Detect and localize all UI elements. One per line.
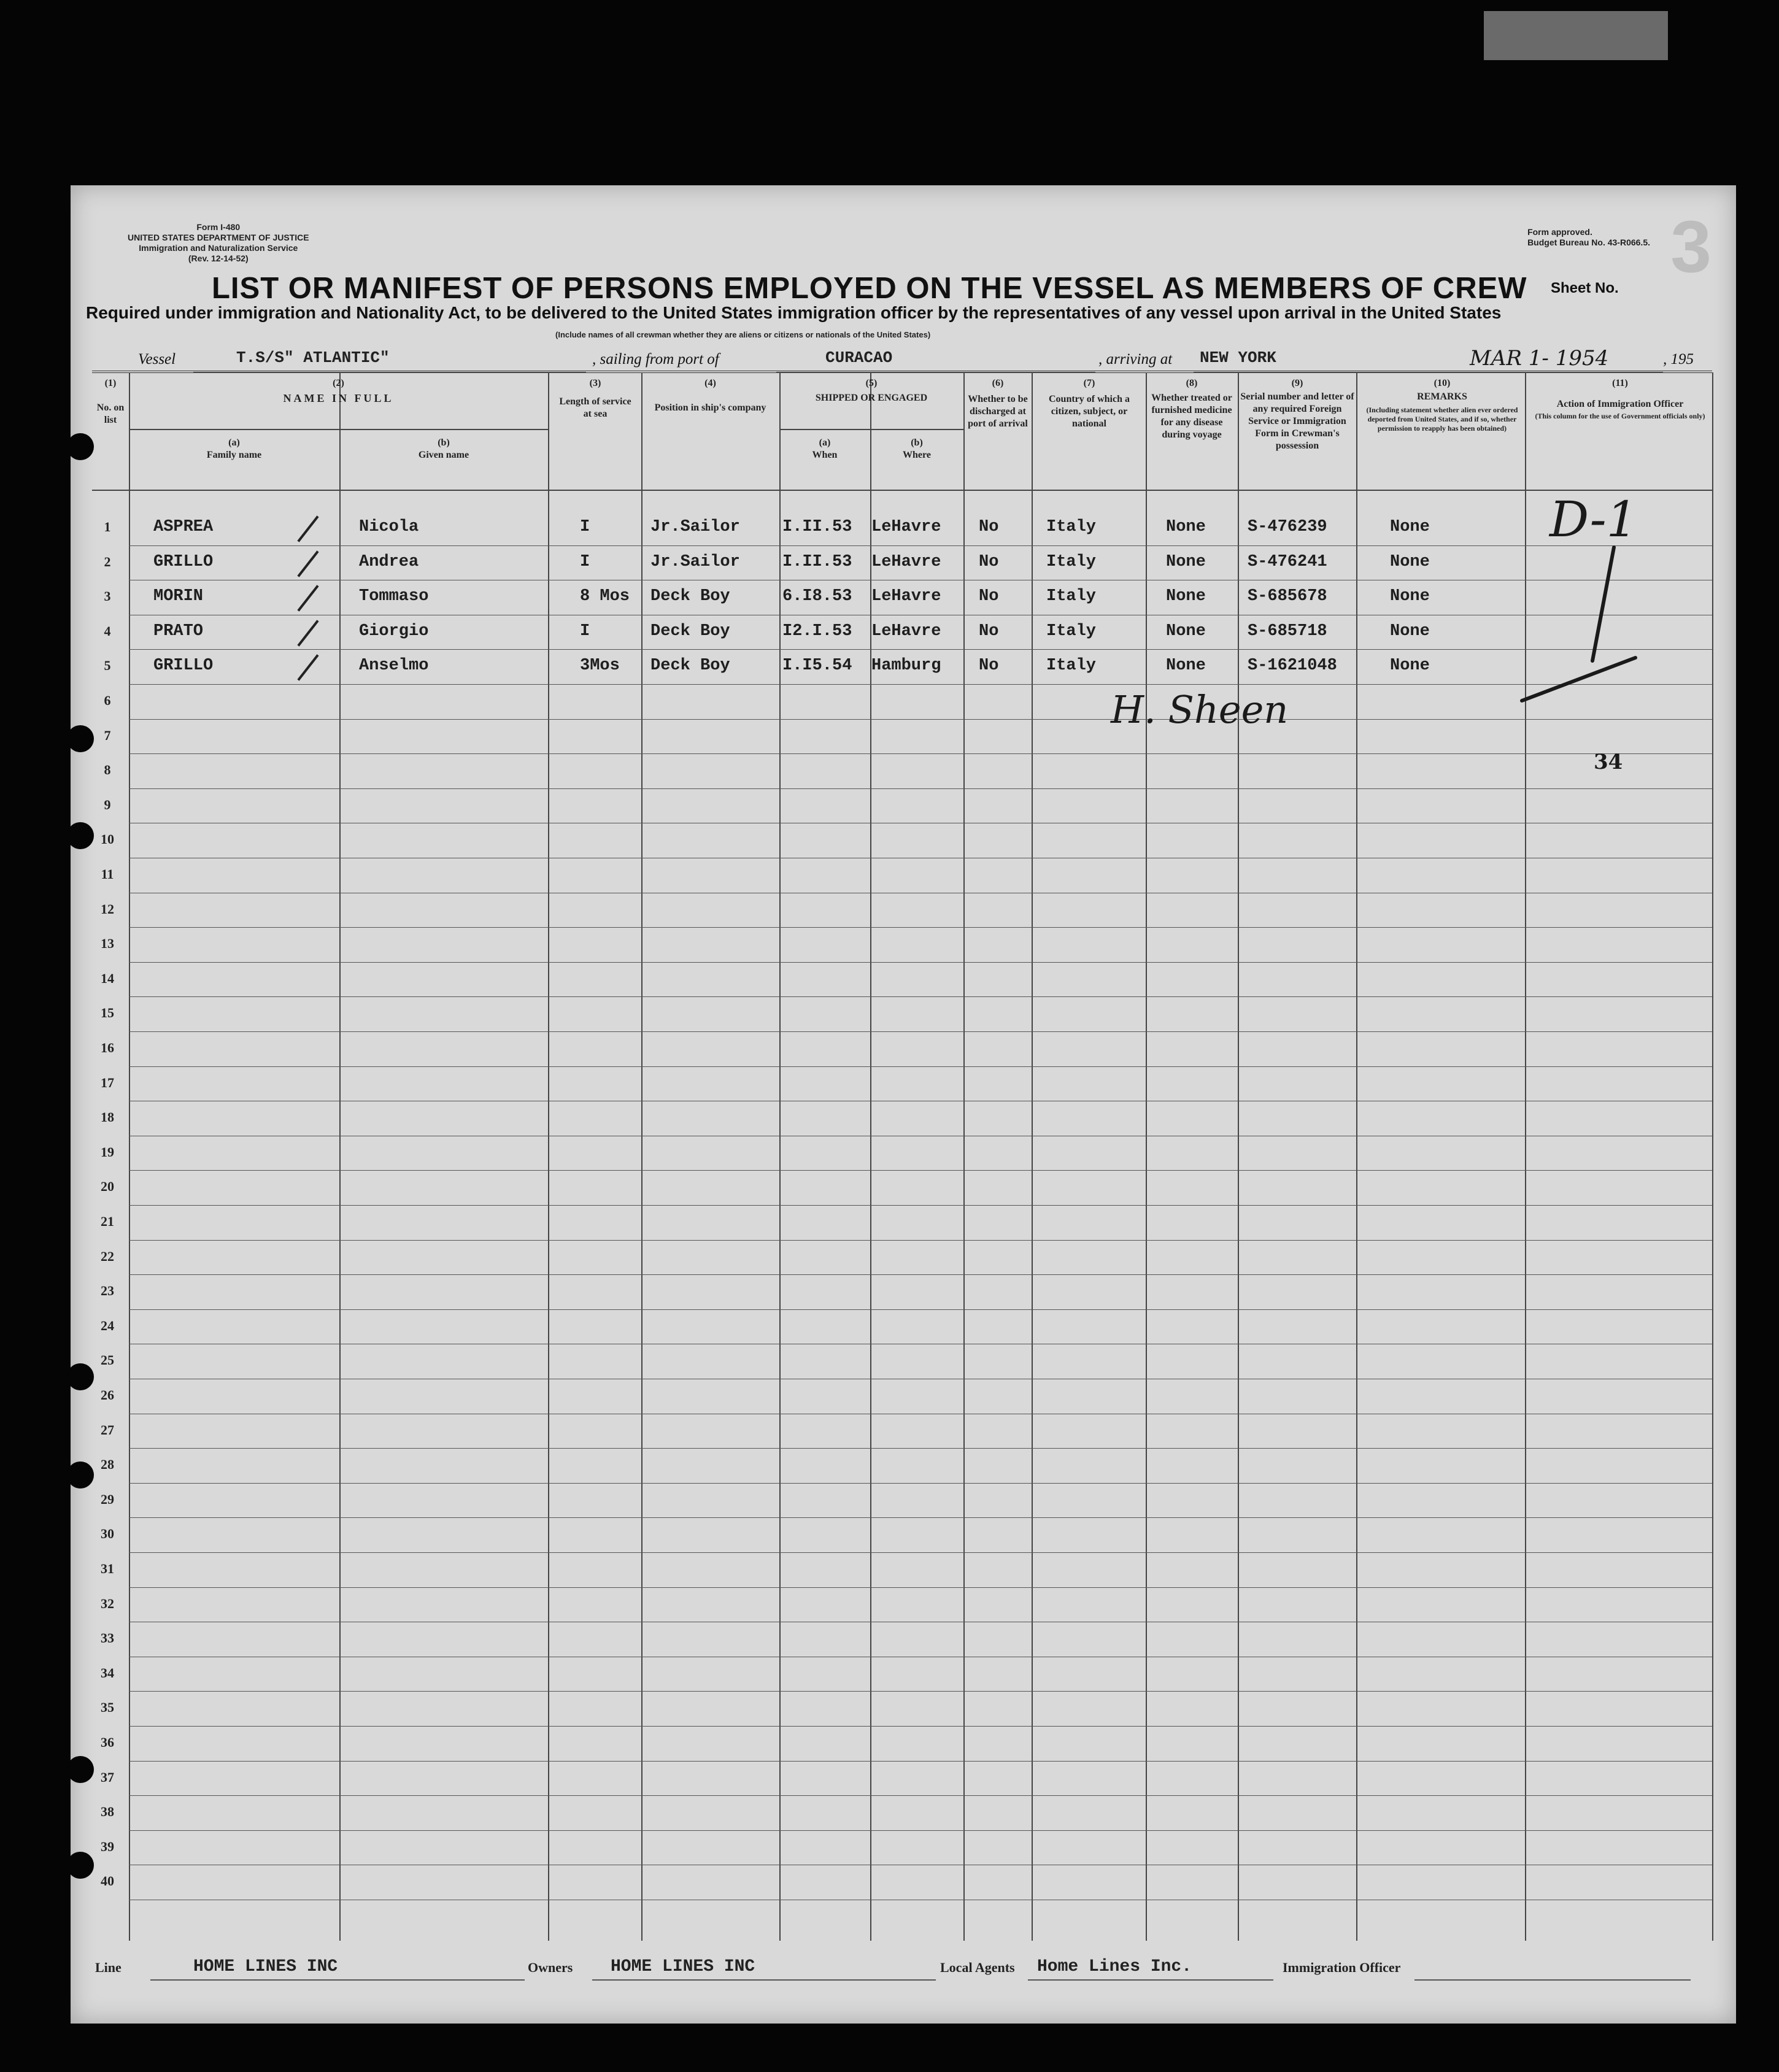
year-label: , 195 bbox=[1663, 351, 1694, 368]
col-5b-header: (b) Where bbox=[903, 437, 931, 460]
row-rule bbox=[129, 927, 1712, 928]
column-divider bbox=[779, 372, 781, 1941]
family-name-cell: ASPREA bbox=[153, 518, 214, 536]
row-rule bbox=[129, 1483, 1712, 1484]
row-number: 3 bbox=[104, 588, 111, 604]
check-tick-mark bbox=[297, 550, 318, 577]
col-3-header: (3) Length of service at sea bbox=[559, 378, 631, 419]
col-6-header: (6) Whether to be discharged at port of arrival bbox=[968, 378, 1028, 429]
footer-line-label: Line bbox=[95, 1960, 122, 1975]
row-number: 4 bbox=[104, 623, 111, 639]
column-divider bbox=[641, 372, 643, 1941]
sailing-port: CURACAO bbox=[825, 349, 893, 367]
medicine-cell: None bbox=[1166, 587, 1206, 606]
inspector-signature: H. Sheen bbox=[1111, 687, 1289, 732]
shipped-where-cell: LeHavre bbox=[871, 552, 941, 571]
country-cell: Italy bbox=[1046, 518, 1097, 536]
row-number: 38 bbox=[101, 1804, 114, 1820]
row-rule bbox=[129, 684, 1712, 685]
row-rule bbox=[129, 962, 1712, 963]
row-rule bbox=[129, 1830, 1712, 1831]
row-number: 35 bbox=[101, 1700, 114, 1716]
row-number: 29 bbox=[101, 1491, 114, 1507]
row-number: 2 bbox=[104, 553, 111, 569]
approved-line: Form approved. bbox=[1527, 227, 1592, 237]
column-divider bbox=[339, 372, 341, 1941]
country-cell: Italy bbox=[1046, 657, 1097, 676]
sailing-label: , sailing from port of bbox=[592, 351, 719, 368]
row-rule bbox=[129, 788, 1712, 789]
shipped-when-cell: I.II.53 bbox=[782, 518, 852, 536]
vessel-label: Vessel bbox=[138, 351, 176, 368]
discharged-cell: No bbox=[979, 552, 999, 571]
row-number: 34 bbox=[101, 1665, 114, 1681]
row-number: 15 bbox=[101, 1005, 114, 1021]
serial-number-cell: S-1621048 bbox=[1248, 657, 1337, 676]
position-cell: Jr.Sailor bbox=[650, 552, 740, 571]
row-number: 25 bbox=[101, 1352, 114, 1368]
punch-hole bbox=[67, 433, 94, 460]
row-number: 13 bbox=[101, 936, 114, 952]
page-title: LIST OR MANIFEST OF PERSONS EMPLOYED ON THE VESSEL AS MEMBERS OF CREW bbox=[212, 272, 1527, 305]
row-number: 32 bbox=[101, 1595, 114, 1611]
header-rule bbox=[779, 429, 963, 430]
col-4-header: (4) Position in ship's company bbox=[654, 378, 766, 413]
row-number: 5 bbox=[104, 658, 111, 674]
shipped-when-cell: I.I5.54 bbox=[782, 657, 852, 676]
shipped-when-cell: I.II.53 bbox=[782, 552, 852, 571]
check-tick-mark bbox=[297, 620, 318, 646]
col-9-header: (9) Serial number and letter of any required Foreign Service or Immigration Form in Crewman's possession bbox=[1240, 378, 1354, 451]
column-divider bbox=[1712, 372, 1713, 1941]
row-number: 19 bbox=[101, 1144, 114, 1160]
row-rule bbox=[129, 545, 1712, 546]
column-divider bbox=[548, 372, 549, 1941]
form-number: Form I-480 bbox=[196, 222, 241, 232]
row-rule bbox=[129, 1066, 1712, 1067]
given-name-cell: Anselmo bbox=[359, 657, 429, 676]
country-cell: Italy bbox=[1046, 552, 1097, 571]
officer-check-stroke bbox=[1513, 541, 1672, 707]
row-rule bbox=[129, 1691, 1712, 1692]
discharged-cell: No bbox=[979, 622, 999, 641]
country-cell: Italy bbox=[1046, 622, 1097, 641]
row-number: 12 bbox=[101, 901, 114, 917]
row-number: 11 bbox=[101, 866, 114, 882]
row-number: 17 bbox=[101, 1074, 114, 1090]
row-number: 20 bbox=[101, 1179, 114, 1195]
underline bbox=[592, 1979, 936, 1981]
family-name-cell: GRILLO bbox=[153, 552, 214, 571]
shipped-where-cell: Hamburg bbox=[871, 657, 941, 676]
footer-owners-label: Owners bbox=[528, 1960, 573, 1975]
footer-officer-label: Immigration Officer bbox=[1283, 1960, 1401, 1975]
row-number: 9 bbox=[104, 796, 111, 812]
row-number: 1 bbox=[104, 519, 111, 534]
paper-scrap bbox=[1484, 11, 1668, 60]
row-rule bbox=[129, 1726, 1712, 1727]
row-rule bbox=[129, 719, 1712, 720]
row-rule bbox=[129, 1031, 1712, 1032]
revision: (Rev. 12-14-52) bbox=[188, 253, 249, 263]
row-rule bbox=[129, 1587, 1712, 1588]
col-10-header: (10) REMARKS (Including statement whether alien ever ordered deported from United States, and if so, whether permission to reapply has been obtained) bbox=[1366, 378, 1518, 433]
column-divider bbox=[129, 372, 130, 1941]
row-rule bbox=[129, 1205, 1712, 1206]
arriving-label: , arriving at bbox=[1098, 351, 1173, 368]
footer-agents-value: Home Lines Inc. bbox=[1037, 1957, 1192, 1976]
row-number: 27 bbox=[101, 1422, 114, 1438]
row-number: 7 bbox=[104, 727, 111, 743]
service-length-cell: I bbox=[580, 622, 590, 641]
row-rule bbox=[129, 1274, 1712, 1275]
form-approval bbox=[1527, 227, 1650, 248]
row-rule bbox=[129, 1552, 1712, 1553]
col-11-header: (11) Action of Immigration Officer (This column for the use of Government officials only) bbox=[1535, 378, 1705, 420]
vessel-name: T.S/S" ATLANTIC" bbox=[236, 349, 390, 367]
shipped-when-cell: I2.I.53 bbox=[782, 622, 852, 641]
budget-bureau-line: Budget Bureau No. 43-R066.5. bbox=[1527, 237, 1650, 247]
form-identifier bbox=[128, 222, 309, 264]
arriving-port: NEW YORK bbox=[1200, 349, 1276, 367]
remarks-cell: None bbox=[1390, 552, 1430, 571]
row-rule bbox=[129, 996, 1712, 997]
column-divider bbox=[1032, 372, 1033, 1941]
medicine-cell: None bbox=[1166, 622, 1206, 641]
medicine-cell: None bbox=[1166, 552, 1206, 571]
service-length-cell: I bbox=[580, 552, 590, 571]
header-bottom-rule bbox=[92, 490, 1712, 491]
row-rule bbox=[129, 1309, 1712, 1310]
check-tick-mark bbox=[297, 515, 318, 542]
column-divider bbox=[963, 372, 965, 1941]
row-number: 31 bbox=[101, 1561, 114, 1576]
col-2b-header: (b) Given name bbox=[418, 437, 469, 460]
column-divider bbox=[870, 372, 871, 1941]
underline bbox=[1028, 1979, 1273, 1981]
department: UNITED STATES DEPARTMENT OF JUSTICE bbox=[128, 233, 309, 242]
check-tick-mark bbox=[297, 655, 318, 681]
vessel-line bbox=[101, 344, 1709, 374]
officer-count: 34 bbox=[1594, 750, 1623, 774]
medicine-cell: None bbox=[1166, 657, 1206, 676]
serial-number-cell: S-476241 bbox=[1248, 552, 1327, 571]
family-name-cell: PRATO bbox=[153, 622, 204, 641]
row-number: 22 bbox=[101, 1248, 114, 1264]
remarks-cell: None bbox=[1390, 657, 1430, 676]
officer-mark: D-1 bbox=[1549, 491, 1638, 548]
arrival-date: MAR 1- 1954 bbox=[1470, 346, 1609, 371]
col-7-header: (7) Country of which a citizen, subject, or national bbox=[1048, 378, 1130, 429]
given-name-cell: Tommaso bbox=[359, 587, 429, 606]
row-rule bbox=[129, 1517, 1712, 1518]
position-cell: Deck Boy bbox=[650, 587, 730, 606]
service-length-cell: I bbox=[580, 518, 590, 536]
remarks-cell: None bbox=[1390, 587, 1430, 606]
row-number: 40 bbox=[101, 1873, 114, 1889]
service: Immigration and Naturalization Service bbox=[139, 243, 298, 253]
row-number: 8 bbox=[104, 762, 111, 778]
check-tick-mark bbox=[297, 585, 318, 611]
row-number: 21 bbox=[101, 1214, 114, 1229]
given-name-cell: Andrea bbox=[359, 552, 419, 571]
col-2a-header: (a) Family name bbox=[206, 437, 262, 460]
col-8-header: (8) Whether treated or furnished medicine for any disease during voyage bbox=[1151, 378, 1232, 440]
sheet-number: 3 bbox=[1670, 206, 1711, 288]
row-number: 24 bbox=[101, 1317, 114, 1333]
row-rule bbox=[129, 1795, 1712, 1796]
row-rule bbox=[129, 753, 1712, 754]
row-number: 26 bbox=[101, 1387, 114, 1403]
position-cell: Deck Boy bbox=[650, 622, 730, 641]
remarks-cell: None bbox=[1390, 518, 1430, 536]
row-number: 30 bbox=[101, 1526, 114, 1542]
service-length-cell: 8 Mos bbox=[580, 587, 630, 606]
discharged-cell: No bbox=[979, 518, 999, 536]
column-divider bbox=[1146, 372, 1147, 1941]
column-divider bbox=[1356, 372, 1357, 1941]
row-number: 37 bbox=[101, 1769, 114, 1785]
row-number: 23 bbox=[101, 1283, 114, 1299]
position-cell: Jr.Sailor bbox=[650, 518, 740, 536]
row-number: 14 bbox=[101, 970, 114, 986]
col-5-header: (5) SHIPPED OR ENGAGED bbox=[815, 378, 928, 403]
shipped-where-cell: LeHavre bbox=[871, 587, 941, 606]
remarks-cell: None bbox=[1390, 622, 1430, 641]
col-2-header: (2) NAME IN FULL bbox=[283, 378, 394, 404]
discharged-cell: No bbox=[979, 657, 999, 676]
table-top-rule bbox=[92, 371, 1712, 373]
given-name-cell: Giorgio bbox=[359, 622, 429, 641]
underline bbox=[1414, 1979, 1691, 1981]
given-name-cell: Nicola bbox=[359, 518, 419, 536]
row-number: 6 bbox=[104, 693, 111, 708]
service-length-cell: 3Mos bbox=[580, 657, 620, 676]
row-number: 16 bbox=[101, 1040, 114, 1055]
col-5a-header: (a) When bbox=[812, 437, 838, 460]
underline bbox=[150, 1979, 525, 1981]
shipped-when-cell: 6.I8.53 bbox=[782, 587, 852, 606]
row-rule bbox=[129, 649, 1712, 650]
family-name-cell: GRILLO bbox=[153, 657, 214, 676]
row-number: 10 bbox=[101, 831, 114, 847]
shipped-where-cell: LeHavre bbox=[871, 622, 941, 641]
sheet-label: Sheet No. bbox=[1551, 280, 1619, 296]
discharged-cell: No bbox=[979, 587, 999, 606]
serial-number-cell: S-476239 bbox=[1248, 518, 1327, 536]
shipped-where-cell: LeHavre bbox=[871, 518, 941, 536]
col-1-header: (1) No. on list bbox=[96, 378, 125, 425]
page-subnote: (Include names of all crewman whether they are aliens or citizens or nationals of the United States) bbox=[555, 330, 931, 339]
row-rule bbox=[129, 1761, 1712, 1762]
row-rule bbox=[129, 1170, 1712, 1171]
serial-number-cell: S-685678 bbox=[1248, 587, 1327, 606]
row-rule bbox=[129, 1240, 1712, 1241]
row-number: 18 bbox=[101, 1109, 114, 1125]
row-number: 33 bbox=[101, 1630, 114, 1646]
country-cell: Italy bbox=[1046, 587, 1097, 606]
medicine-cell: None bbox=[1166, 518, 1206, 536]
row-number: 28 bbox=[101, 1457, 114, 1473]
footer-line bbox=[95, 1951, 1691, 1988]
row-number: 39 bbox=[101, 1838, 114, 1854]
manifest-sheet bbox=[71, 185, 1736, 2024]
row-rule bbox=[129, 1448, 1712, 1449]
footer-agents-label: Local Agents bbox=[940, 1960, 1015, 1975]
page-subtitle: Required under immigration and Nationality Act, to be delivered to the United States immigration officer by the representatives of any vessel upon arrival in the United States bbox=[86, 303, 1502, 322]
header-rule bbox=[129, 429, 548, 430]
footer-owners-value: HOME LINES INC bbox=[611, 1957, 755, 1976]
footer-line-value: HOME LINES INC bbox=[193, 1957, 338, 1976]
column-divider bbox=[1238, 372, 1239, 1941]
family-name-cell: MORIN bbox=[153, 587, 204, 606]
serial-number-cell: S-685718 bbox=[1248, 622, 1327, 641]
row-number: 36 bbox=[101, 1735, 114, 1750]
position-cell: Deck Boy bbox=[650, 657, 730, 676]
